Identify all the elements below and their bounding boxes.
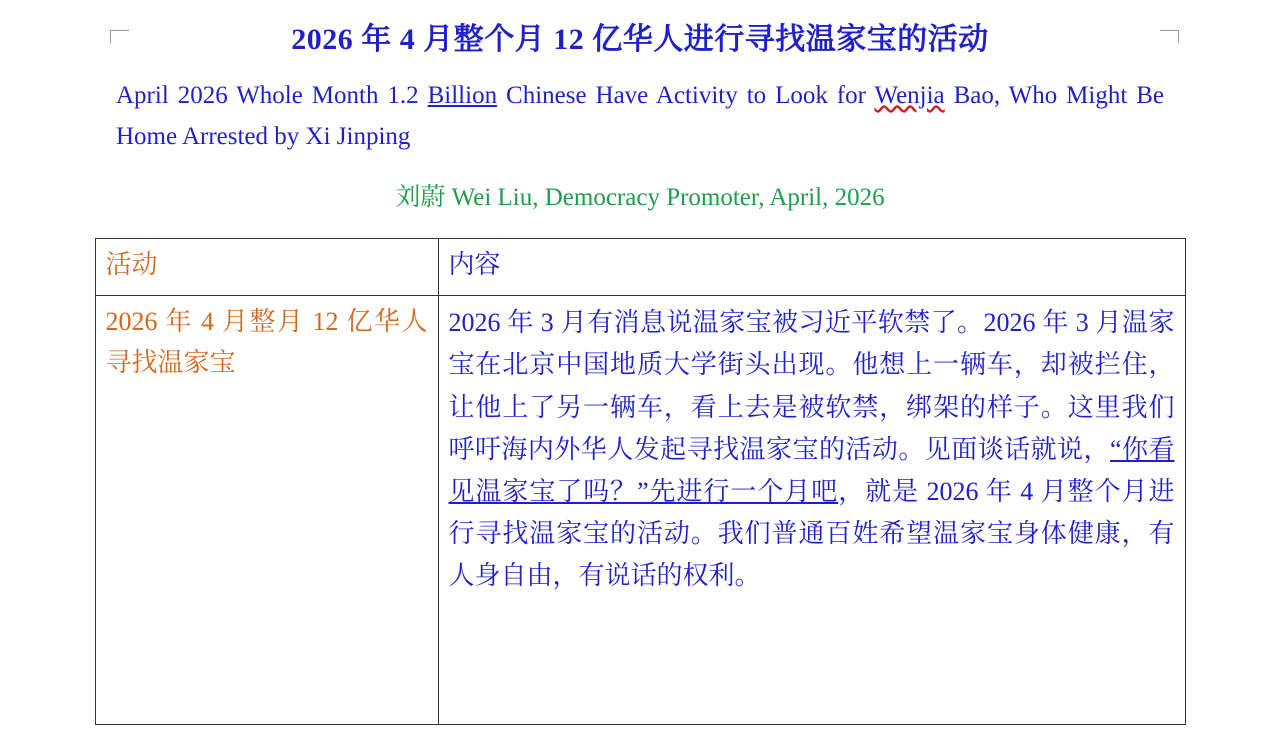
subtitle-segment-3: Bao, Who Might Be Home Arrested by Xi Jinping [116,82,1164,150]
table-cell-content [438,296,1185,725]
content-quoted-underlined: “你看见温家宝了吗？”先进行一个月吧 [448,434,1175,506]
table-header-cell-activity [95,239,438,296]
subtitle-billion-underlined: Billion [427,82,498,109]
document-page [0,22,1280,742]
subtitle-english [116,76,1164,157]
content-segment-2: ，就是 2026 年 4 月整个月进行寻找温家宝的活动。我们普通百姓希望温家宝身体健康，有人身自由，有说话的权利。 [448,476,1175,590]
subtitle-segment-1: April 2026 Whole Month 1.2 [116,82,428,109]
page-title-text: 2026 年 4 月整个月 12 亿华人进行寻找温家宝的活动 [291,23,989,56]
activity-table [95,238,1186,725]
page-title [0,22,1280,58]
column-header-content: 内容 [448,250,501,279]
table-cell-activity [95,296,438,725]
table-header-row [95,239,1185,296]
byline-text: 刘蔚 Wei Liu, Democracy Promoter, April, 2026 [395,184,885,211]
content-description [449,302,1175,597]
column-header-activity: 活动 [105,250,158,279]
table-row [95,296,1185,725]
activity-description: 2026 年 4 月整月 12 亿华人寻找温家宝 [105,307,428,377]
subtitle-wenjia-spellcheck: Wenjia [874,82,945,109]
byline [0,177,1280,213]
subtitle-segment-2: Chinese Have Activity to Look for [497,82,875,109]
content-segment-1: 2026 年 3 月有消息说温家宝被习近平软禁了。2026 年 3 月温家宝在北京中国地质大学街头出现。他想上一辆车，却被拦住，让他上了另一辆车，看上去是被软禁，绑架的样子。这里我们呼吁海内外华人发起寻找温家宝的活动。见面谈话就说， [448,308,1175,464]
table-header-cell-content [438,239,1185,296]
